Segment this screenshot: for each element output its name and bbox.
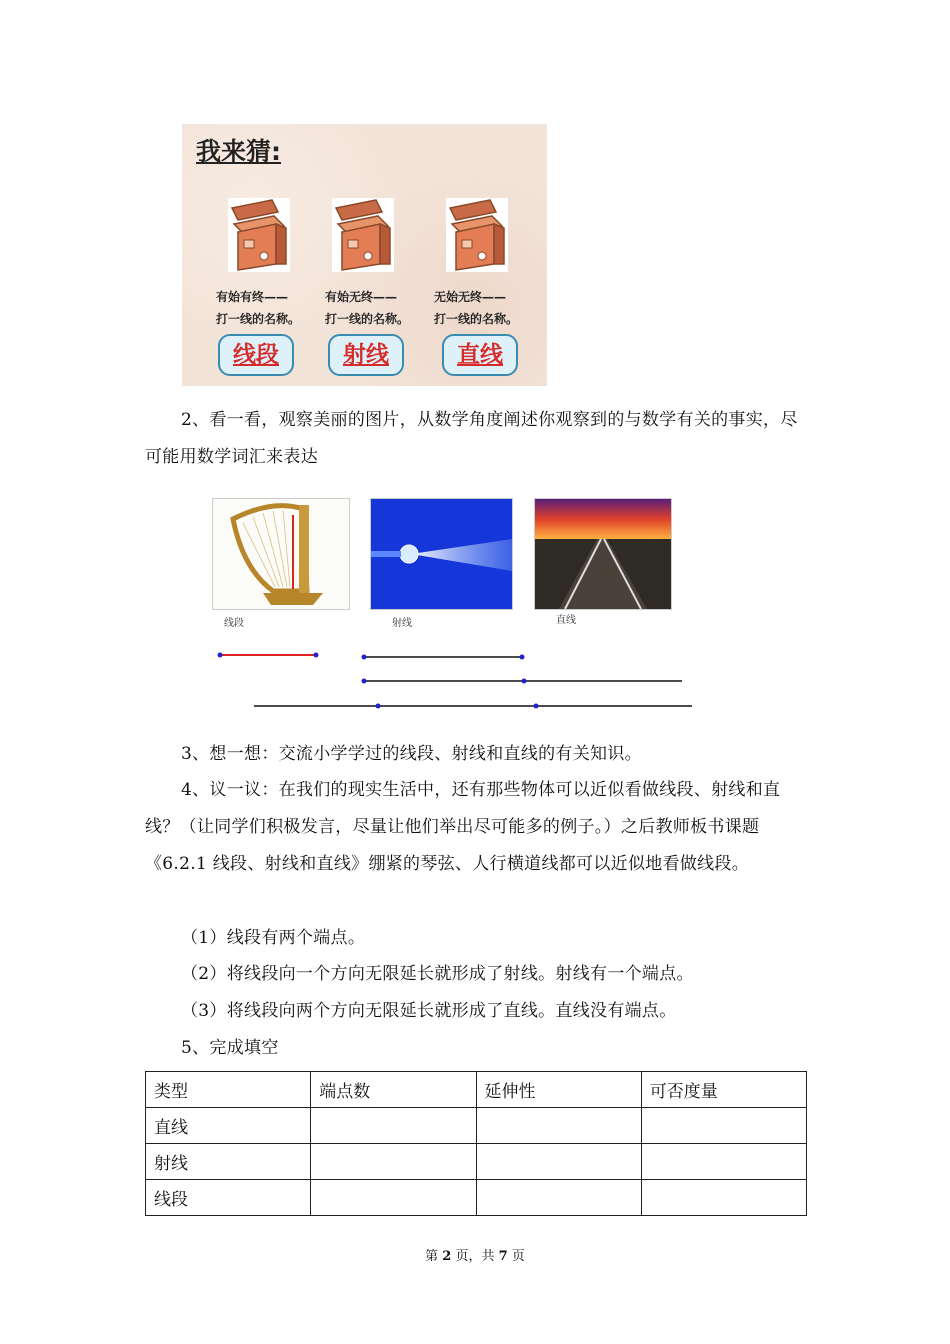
- harp-image: [212, 498, 350, 610]
- guess-title: 我来猜:: [196, 137, 281, 166]
- current-page: 2: [442, 1249, 452, 1264]
- point-text: （1）线段有两个端点。: [181, 928, 366, 948]
- table-header: 可否度量: [641, 1072, 806, 1108]
- table-cell: [311, 1108, 476, 1144]
- picture-caption: 射线: [392, 618, 412, 629]
- point-text: （3）将线段向两个方向无限延长就形成了直线。直线没有端点。: [181, 1001, 677, 1021]
- total-pages: 7: [498, 1249, 508, 1264]
- picture-caption: 线段: [224, 618, 244, 629]
- box-icon: [442, 194, 512, 276]
- table-cell: [476, 1180, 641, 1216]
- clue-line: 打一线的名称。: [216, 312, 301, 326]
- table-cell: [311, 1144, 476, 1180]
- clue-line: 无始无终——: [434, 290, 507, 304]
- section-4-text: 4、议一议：在我们的现实生活中，还有那些物体可以近似看做线段、射线和直线？（让同学们积极发言，尽量让他们举出尽可能多的例子。）之后教师板书课题《6.2.1 线段、射线和直线》绷紧的琴弦、人行横道线都可以近似地看做线段。: [145, 780, 781, 874]
- table-cell: [641, 1144, 806, 1180]
- table-header-row: [146, 1072, 807, 1108]
- table-row: [146, 1144, 807, 1180]
- footer-suffix: 页: [511, 1249, 525, 1264]
- page-footer: [0, 1245, 950, 1264]
- table-cell: 射线: [146, 1144, 311, 1180]
- clue-text: [216, 286, 316, 330]
- table-row: [146, 1108, 807, 1144]
- section-2-text: 2、看一看，观察美丽的图片，从数学角度阐述你观察到的与数学有关的事实，尽可能用数学词汇来表达: [145, 410, 798, 467]
- table-cell: 线段: [146, 1180, 311, 1216]
- ray-image: [370, 498, 513, 610]
- endpoint: [520, 655, 525, 660]
- clue-line: 有始无终——: [325, 290, 398, 304]
- footer-middle: 页，共: [455, 1249, 495, 1264]
- picture-caption: 直线: [556, 615, 576, 626]
- section-3-text: 3、想一想：交流小学学过的线段、射线和直线的有关知识。: [181, 744, 642, 764]
- table-header: 延伸性: [476, 1072, 641, 1108]
- answer-bubble: 射线: [328, 334, 404, 376]
- table-cell: [641, 1108, 806, 1144]
- clue-text: [325, 286, 425, 330]
- fill-table: [145, 1071, 807, 1216]
- point-text: （2）将线段向一个方向无限延长就形成了射线。射线有一个端点。: [181, 964, 694, 984]
- guess-panel: [182, 124, 547, 386]
- point: [534, 704, 539, 709]
- answer-bubble: 直线: [442, 334, 518, 376]
- table-cell: [641, 1180, 806, 1216]
- box-icon: [328, 194, 398, 276]
- footer-prefix: 第: [425, 1249, 439, 1264]
- table-header: 类型: [146, 1072, 311, 1108]
- point: [376, 704, 381, 709]
- clue-text: [434, 286, 534, 330]
- table-cell: [476, 1144, 641, 1180]
- clue-line: 有始有终——: [216, 290, 289, 304]
- endpoint: [314, 653, 319, 658]
- table-cell: [311, 1180, 476, 1216]
- answer-bubble: 线段: [218, 334, 294, 376]
- clue-line: 打一线的名称。: [325, 312, 410, 326]
- endpoint: [218, 653, 223, 658]
- railroad-image: [534, 498, 672, 610]
- endpoint: [362, 655, 367, 660]
- point: [522, 679, 527, 684]
- section-5-text: 5、完成填空: [181, 1038, 279, 1058]
- table-header: 端点数: [311, 1072, 476, 1108]
- line-diagrams: [210, 645, 700, 715]
- table-cell: 直线: [146, 1108, 311, 1144]
- table-cell: [476, 1108, 641, 1144]
- table-row: [146, 1180, 807, 1216]
- endpoint: [362, 679, 367, 684]
- box-icon: [224, 194, 294, 276]
- clue-line: 打一线的名称。: [434, 312, 519, 326]
